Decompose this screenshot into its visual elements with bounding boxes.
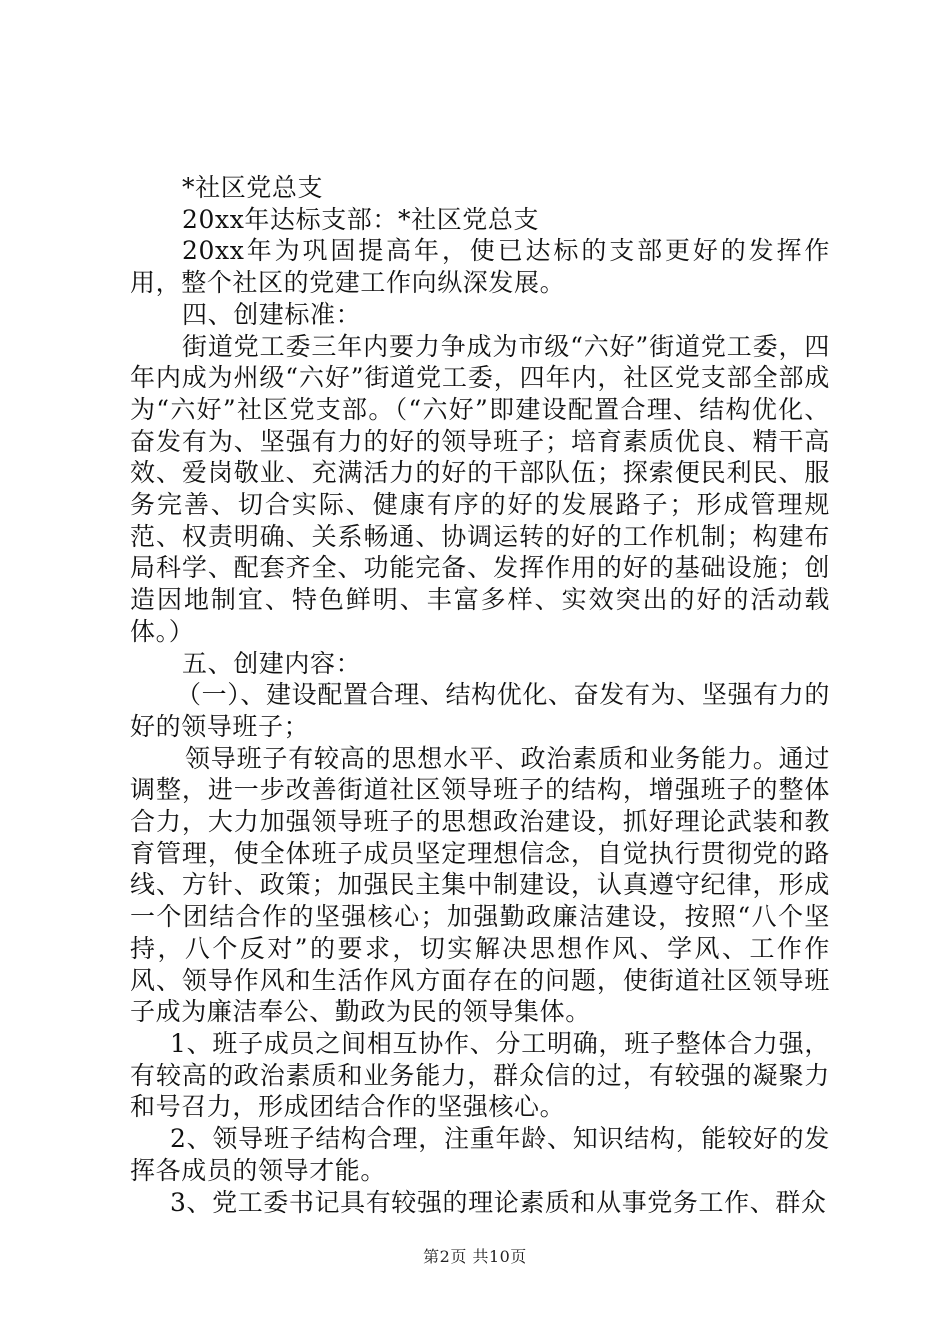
list-item-2: 2、领导班子结构合理，注重年龄、知识结构，能较好的发挥各成员的领导才能。 bbox=[130, 1124, 830, 1185]
paragraph-branch-name: *社区党总支 bbox=[182, 173, 324, 202]
page-footer bbox=[0, 1244, 950, 1267]
heading-subsection-one: （一）、建设配置合理、结构优化、奋发有为、坚强有力的好的领导班子； bbox=[130, 680, 830, 741]
paragraph-leadership: 领导班子有较高的思想水平、政治素质和业务能力。通过调整，进一步改善街道社区领导班子的结构，增强班子的整体合力，大力加强领导班子的思想政治建设，抓好理论武装和教育管理，使全体班子成员坚定理想信念，自觉执行贯彻党的路线、方针、政策；加强民主集中制建设，认真遵守纪律，形成一个团结合作的坚强核心；加强勤政廉洁建设，按照“八个坚持，八个反对”的要求，切实解决思想作风、学风、工作作风、领导作风和生活作风方面存在的问题，使街道社区领导班子成为廉洁奉公、勤政为民的领导集体。 bbox=[130, 743, 830, 1027]
paragraph-creation-standard: 街道党工委三年内要力争成为市级“六好”街道党工委，四年内成为州级“六好”街道党工委，四年内，社区党支部全部成为“六好”社区党支部。（“六好”即建设配置合理、结构优化、奋发有为、坚强有力的好的领导班子；培育素质优良、精干高效、爱岗敬业、充满活力的好的干部队伍；探索便民利民、服务完善、切合实际、健康有序的好的发展路子；形成管理规范、权责明确、关系畅通、协调运转的好的工作机制；构建布局科学、配套齐全、功能完备、发挥作用的好的基础设施；创造因地制宜、特色鲜明、丰富多样、实效突出的好的活动载体。） bbox=[130, 331, 830, 646]
page-number-label: 第2页 共10页 bbox=[423, 1247, 527, 1266]
heading-section-four: 四、创建标准： bbox=[182, 299, 362, 329]
paragraph-standard-branch: 20xx年达标支部：*社区党总支 bbox=[182, 204, 540, 234]
list-item-1: 1、班子成员之间相互协作、分工明确，班子整体合力强，有较高的政治素质和业务能力，群众信的过，有较强的凝聚力和号召力，形成团结合作的坚强核心。 bbox=[130, 1028, 830, 1122]
heading-section-five: 五、创建内容： bbox=[182, 648, 362, 678]
document-body bbox=[130, 172, 830, 1218]
list-item-3: 3、党工委书记具有较强的理论素质和从事党务工作、群众 bbox=[170, 1187, 827, 1217]
paragraph-consolidation-year: 20xx年为巩固提高年，使已达标的支部更好的发挥作用，整个社区的党建工作向纵深发展。 bbox=[130, 236, 830, 298]
